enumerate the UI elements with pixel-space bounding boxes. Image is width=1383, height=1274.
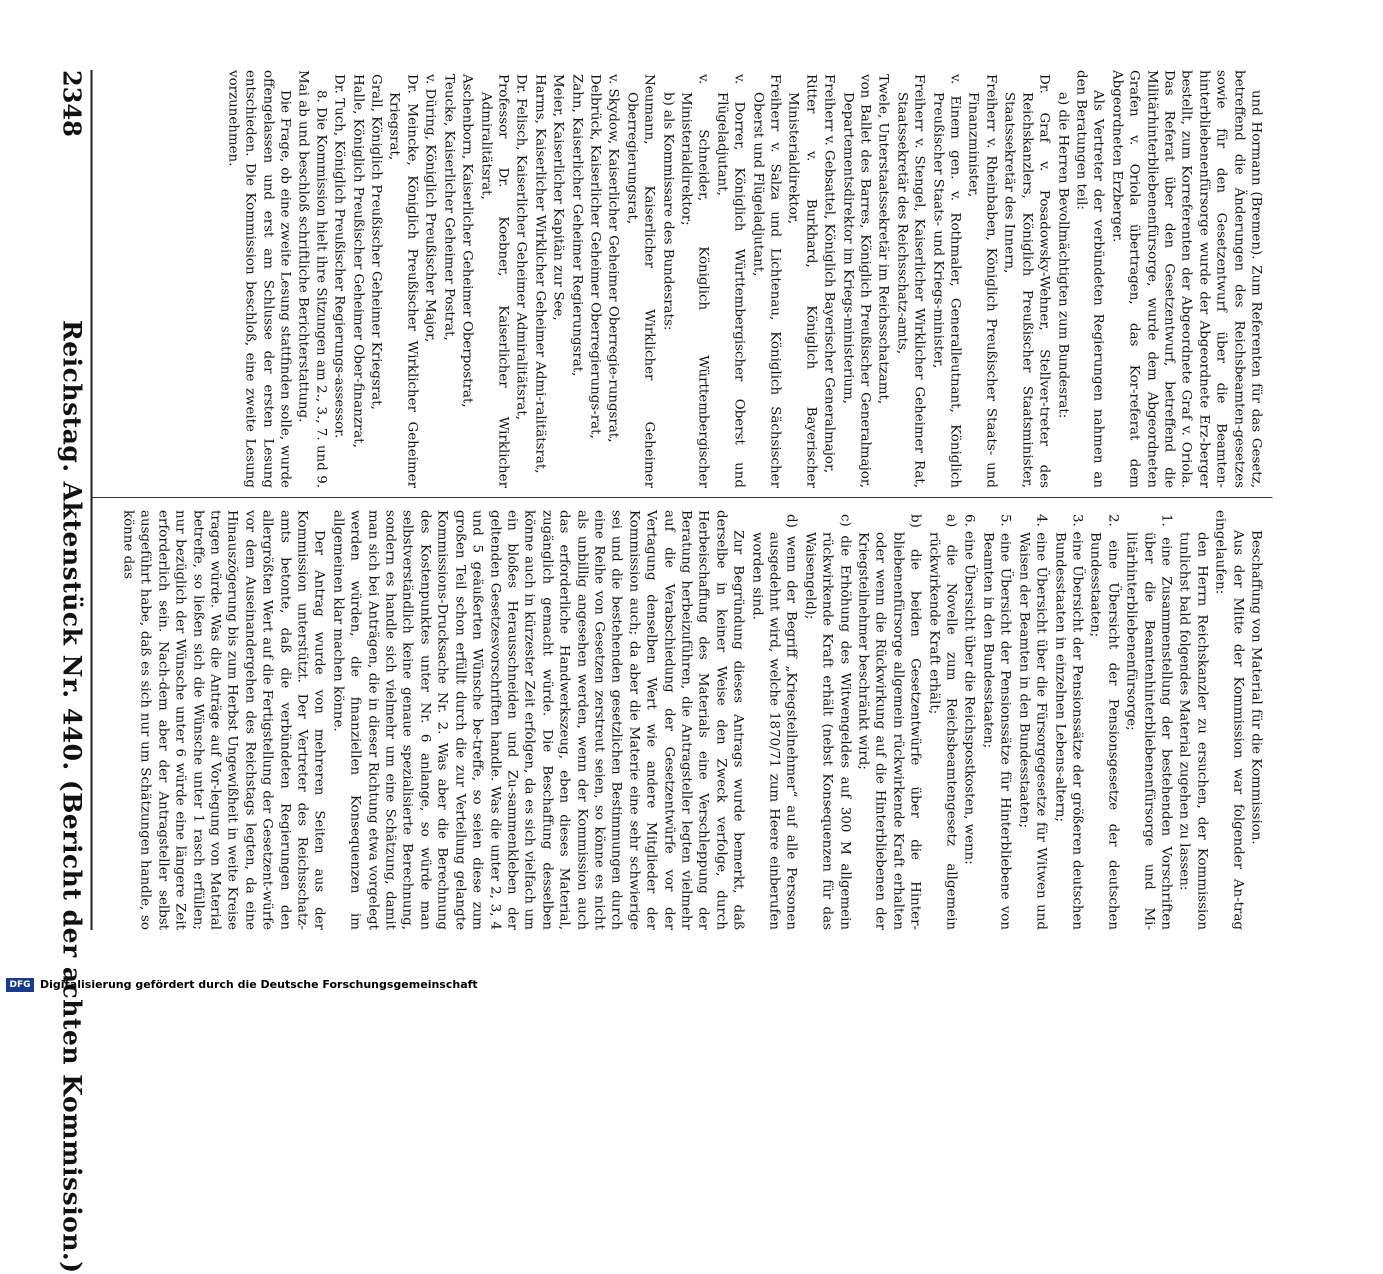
paragraph: 8. Die Kommission hielt ihre Sitzungen am 2., 3., 7. und 9. Mai ab und beschloß schriftliche Berichterstattung. xyxy=(295,70,329,488)
right-column xyxy=(100,510,1265,930)
list-item: Twele, Unterstaatssekretär im Reichsschatzamt, xyxy=(875,74,891,405)
list-item: Freiherr v. Salza und Lichtenau, Königlich Sächsischer Oberst und Flügeladjutant, xyxy=(750,74,783,488)
digitization-footer xyxy=(0,978,1000,994)
paragraph: und Hormann (Bremen). Zum Referenten für das Gesetz, betreffend die Änderungen des Reichsbeamten-gesetzes sowie für den Gesetzentwurf über die Beamten-hinterbliebenenfürsorge wurde der Abgeordnete Erz-berger bestellt, zum Korreferenten der Abgeordnete Graf v. Oriola. Das Referat über den Gesetzentwurf, betreffend die Militärhinterbliebenenfürsorge, wurde dem Abgeordneten Grafen v. Oriola übertragen, das Kor-referat dem Abgeordneten Erzberger. xyxy=(1109,70,1264,488)
header-rule xyxy=(91,70,93,930)
list-item: Freiherr v. Gebsattel, Königlich Bayerischer Generalmajor, xyxy=(821,74,837,474)
list-item: Grall, Königlich Preußischer Geheimer Kriegsrat, xyxy=(368,74,384,410)
list-item: Dr. Felisch, Kaiserlicher Geheimer Admiralitätsrat, xyxy=(513,74,529,421)
list-item: Ritter v. Burkhard, Königlich Bayerischer Ministerialdirektor, xyxy=(785,74,819,488)
paragraph: Aus der Mitte der Kommission war folgender An-trag eingelaufen: xyxy=(1212,510,1246,930)
list-item: b) die beiden Gesetzentwürfe über die Hinter-bliebenenfürsorge allgemein rückwirkende Kraft erhalten oder wenn die Rückwirkung auf die Hinterbliebenen der Kriegsteilnehmer beschränkt wird; xyxy=(855,514,923,930)
list-item: Professor Dr. Koebner, Kaiserlicher Wirklicher Admiralitätsrat, xyxy=(478,74,511,488)
list-item: Zahn, Kaiserlicher Geheimer Regierungsrat, xyxy=(569,74,585,377)
list-item: Teucke, Kaiserlicher Geheimer Postrat, xyxy=(441,74,457,341)
list-item: 1. eine Zusammenstellung der bestehenden Vorschriften über die Beamtenhinterbliebenenfürsorge und Mi-litärhinterbliebenenfürsorge; xyxy=(1123,514,1174,930)
paragraph: Zur Begründung dieses Antrags wurde bemerkt, daß derselbe in keiner Weise den Zweck verfolge, durch Herbeischaffung des Materials eine Verschleppung der Beratung herbeizuführen, die Antragsteller legten vielmehr auf die Verabschiedung der Gesetzentwürfe vor der Vertagung denselben Wert wie andere Mitglieder der Kommission auch; da aber die Materie eine sehr schwierige sei und die bestehenden gesetzlichen Bestimmungen durch eine Reihe von Gesetzen zerstreut seien, so könne es nicht als unbillig angesehen werden, wenn der Kommission auch das erforderliche Handwerkszeug, eben dieses Material, zugänglich gemacht würde. Die Beschaffung desselben könne auch in kürzester Zeit erfolgen, da es sich vielfach um ein bloßes Herausschneiden und Zu-sammenkleben der geltenden Gesetzesvorschriften handle. Was die unter 2, 3, 4 und 5 geäußerten Wünsche be-treffe, so seien diese zum großen Teil schon erfüllt durch die zur Verteilung gelangte Kommissions-Drucksache Nr. 2. Was aber die Berechnung des Kostenpunktes unter Nr. 6 anlange, so würde man selbstverständlich keine genaue spezialisierte Berechnung, sondern es handle sich vielmehr um eine Schätzung, damit man sich bei Anträgen, die in dieser Richtung etwa vorgelegt werden würden, die finanziellen Konsequenzen im allgemeinen klar machen könne. xyxy=(330,510,746,930)
list-item: Freiherr v. Stengel, Kaiserlicher Wirklicher Geheimer Rat, Staatssekretär des Reichsschatz-amts, xyxy=(894,74,927,488)
list-item: d) wenn der Begriff „Kriegsteilnehmer“ auf alle Personen ausgedehnt wird, welche 1870/71 zum Heere einberufen worden sind. xyxy=(749,514,799,930)
list-item: 2. eine Übersicht der Pensionsgesetze der deutschen Bundesstaaten; xyxy=(1087,514,1121,930)
funding-notice: Digitalisierung gefördert durch die Deutsche Forschungsgemeinschaft xyxy=(40,978,478,991)
running-head: Reichstag. Aktenstück Nr. 440. (Bericht der achten Kommission.) xyxy=(57,320,87,1274)
dfg-logo: DFG xyxy=(6,978,34,992)
paragraph: a) die Herren Bevollmächtigten zum Bundesrat: xyxy=(1055,92,1071,419)
paragraph: Der Antrag wurde von mehreren Seiten aus der Kommission unterstützt. Der Vertreter des Reichsschatz-amts betonte, daß die verbündeten Regierungen den allergrößten Wert auf die Fertigstellung der Gesetzent-würfe vor dem Auseinandergehen des Reichstags legten, da eine Hinauszögerung bis zum Herbst Ungewißheit in weite Kreise tragen würde. Was die Anträge auf Vor-legung von Material betreffe, so ließen sich die Wünsche unter 1 rasch erfüllen; nur bezüglich der Wünsche unter 6 würde eine längere Zeit erforderlich sein. Nach-dem aber der Antragsteller selbst ausgeführt habe, daß es sich nur um Schätzungen handle, so könne das xyxy=(120,510,327,930)
list-item: Aschenborn, Kaiserlicher Geheimer Oberpostrat, xyxy=(459,74,475,408)
list-item: Harms, Kaiserlicher Wirklicher Geheimer Admi-ralitätsrat, xyxy=(532,74,548,474)
left-column xyxy=(100,70,1265,488)
list-item: Dr. Graf v. Posadowsky-Wehner, Stellver-treter des Reichskanzlers, Königlich Preußischer Staatsminister, Staatssekretär des Innern, xyxy=(1001,74,1052,488)
list-item: 4. eine Übersicht über die Fürsorgegesetze für Witwen und Waisen der Beamten in den Bundesstaaten; xyxy=(1016,514,1049,930)
list-item: 5. eine Übersicht der Pensionssätze für Hinterbliebene von Beamten in den Bundesstaaten; xyxy=(980,514,1013,930)
list-item: Meier, Kaiserlicher Kapitän zur See, xyxy=(550,74,566,321)
paragraph: Als Vertreter der verbündeten Regierungen nahmen an den Beratungen teil: xyxy=(1073,70,1106,488)
list-item: Dr. Meincke, Königlich Preußischer Wirklicher Geheimer Kriegsrat, xyxy=(387,74,420,488)
list-item: Halle, Königlich Preußischer Geheimer Ober-finanzrat, xyxy=(350,74,366,448)
list-item: v. Skydow, Kaiserlicher Geheimer Oberregie-rungsrat, xyxy=(605,74,621,443)
list-item: a) die Novelle zum Reichsbeamtengesetz allgemein rückwirkende Kraft erhält; xyxy=(926,514,959,930)
list-item: 6. eine Übersicht über die Reichspostkosten, wenn: xyxy=(962,514,977,865)
list-item: Freiherr v. Rheinbaben, Königlich Preußischer Staats- und Finanzminister, xyxy=(966,74,999,488)
column-divider xyxy=(93,497,1273,498)
paragraph: b) als Kommissare des Bundesrats: xyxy=(660,92,676,331)
list-item: v. Schneider, Königlich Württembergischer Ministerialdirektor; xyxy=(678,74,711,488)
page-header xyxy=(47,70,87,1274)
list-item: Neumann, Kaiserlicher Wirklicher Geheimer Oberregierungsrat, xyxy=(624,74,657,488)
paragraph: Die Frage, ob eine zweite Lesung stattfinden solle, wurde offengelassen und erst am Schlusse der ersten Lesung entschieden. Die Kommission beschloß, eine zweite Lesung vorzunehmen. xyxy=(225,70,293,488)
page-number: 2348 xyxy=(57,70,87,137)
paragraph: den Herrn Reichskanzler zu ersuchen, der Kommission tunlichst bald folgendes Material zugehen zu lassen: xyxy=(1176,532,1210,930)
list-item: 3. eine Übersicht der Pensionssätze der größeren deutschen Bundesstaaten in einzelnen Lebens-altern; xyxy=(1052,514,1085,930)
list-item: v. Düring, Königlich Preußischer Major, xyxy=(422,74,438,343)
list-item: Delbrück, Kaiserlicher Geheimer Oberregierungs-rat, xyxy=(587,74,603,439)
list-item: von Ballet des Barres, Königlich Preußischer Generalmajor, Departementsdirektor im Kriegs-ministerium, xyxy=(840,74,873,488)
list-item: v. Einem gen. v. Rothmaler, Generalleutnant, Königlich Preußischer Staats- und Kriegs-minister, xyxy=(930,74,963,488)
section-heading: Beschaffung von Material für die Kommission. xyxy=(1248,530,1264,845)
list-item: v. Dorrer, Königlich Württembergischer Oberst und Flügeladjutant, xyxy=(714,74,747,488)
list-item: c) die Erhöhung des Witwengeldes auf 300 M allgemein rückwirkende Kraft erhält (nebst Konsequenzen für das Waisengeld); xyxy=(802,514,853,930)
list-item: Dr. Tuch, Königlich Preußischer Regierungs-assessor. xyxy=(331,74,347,439)
